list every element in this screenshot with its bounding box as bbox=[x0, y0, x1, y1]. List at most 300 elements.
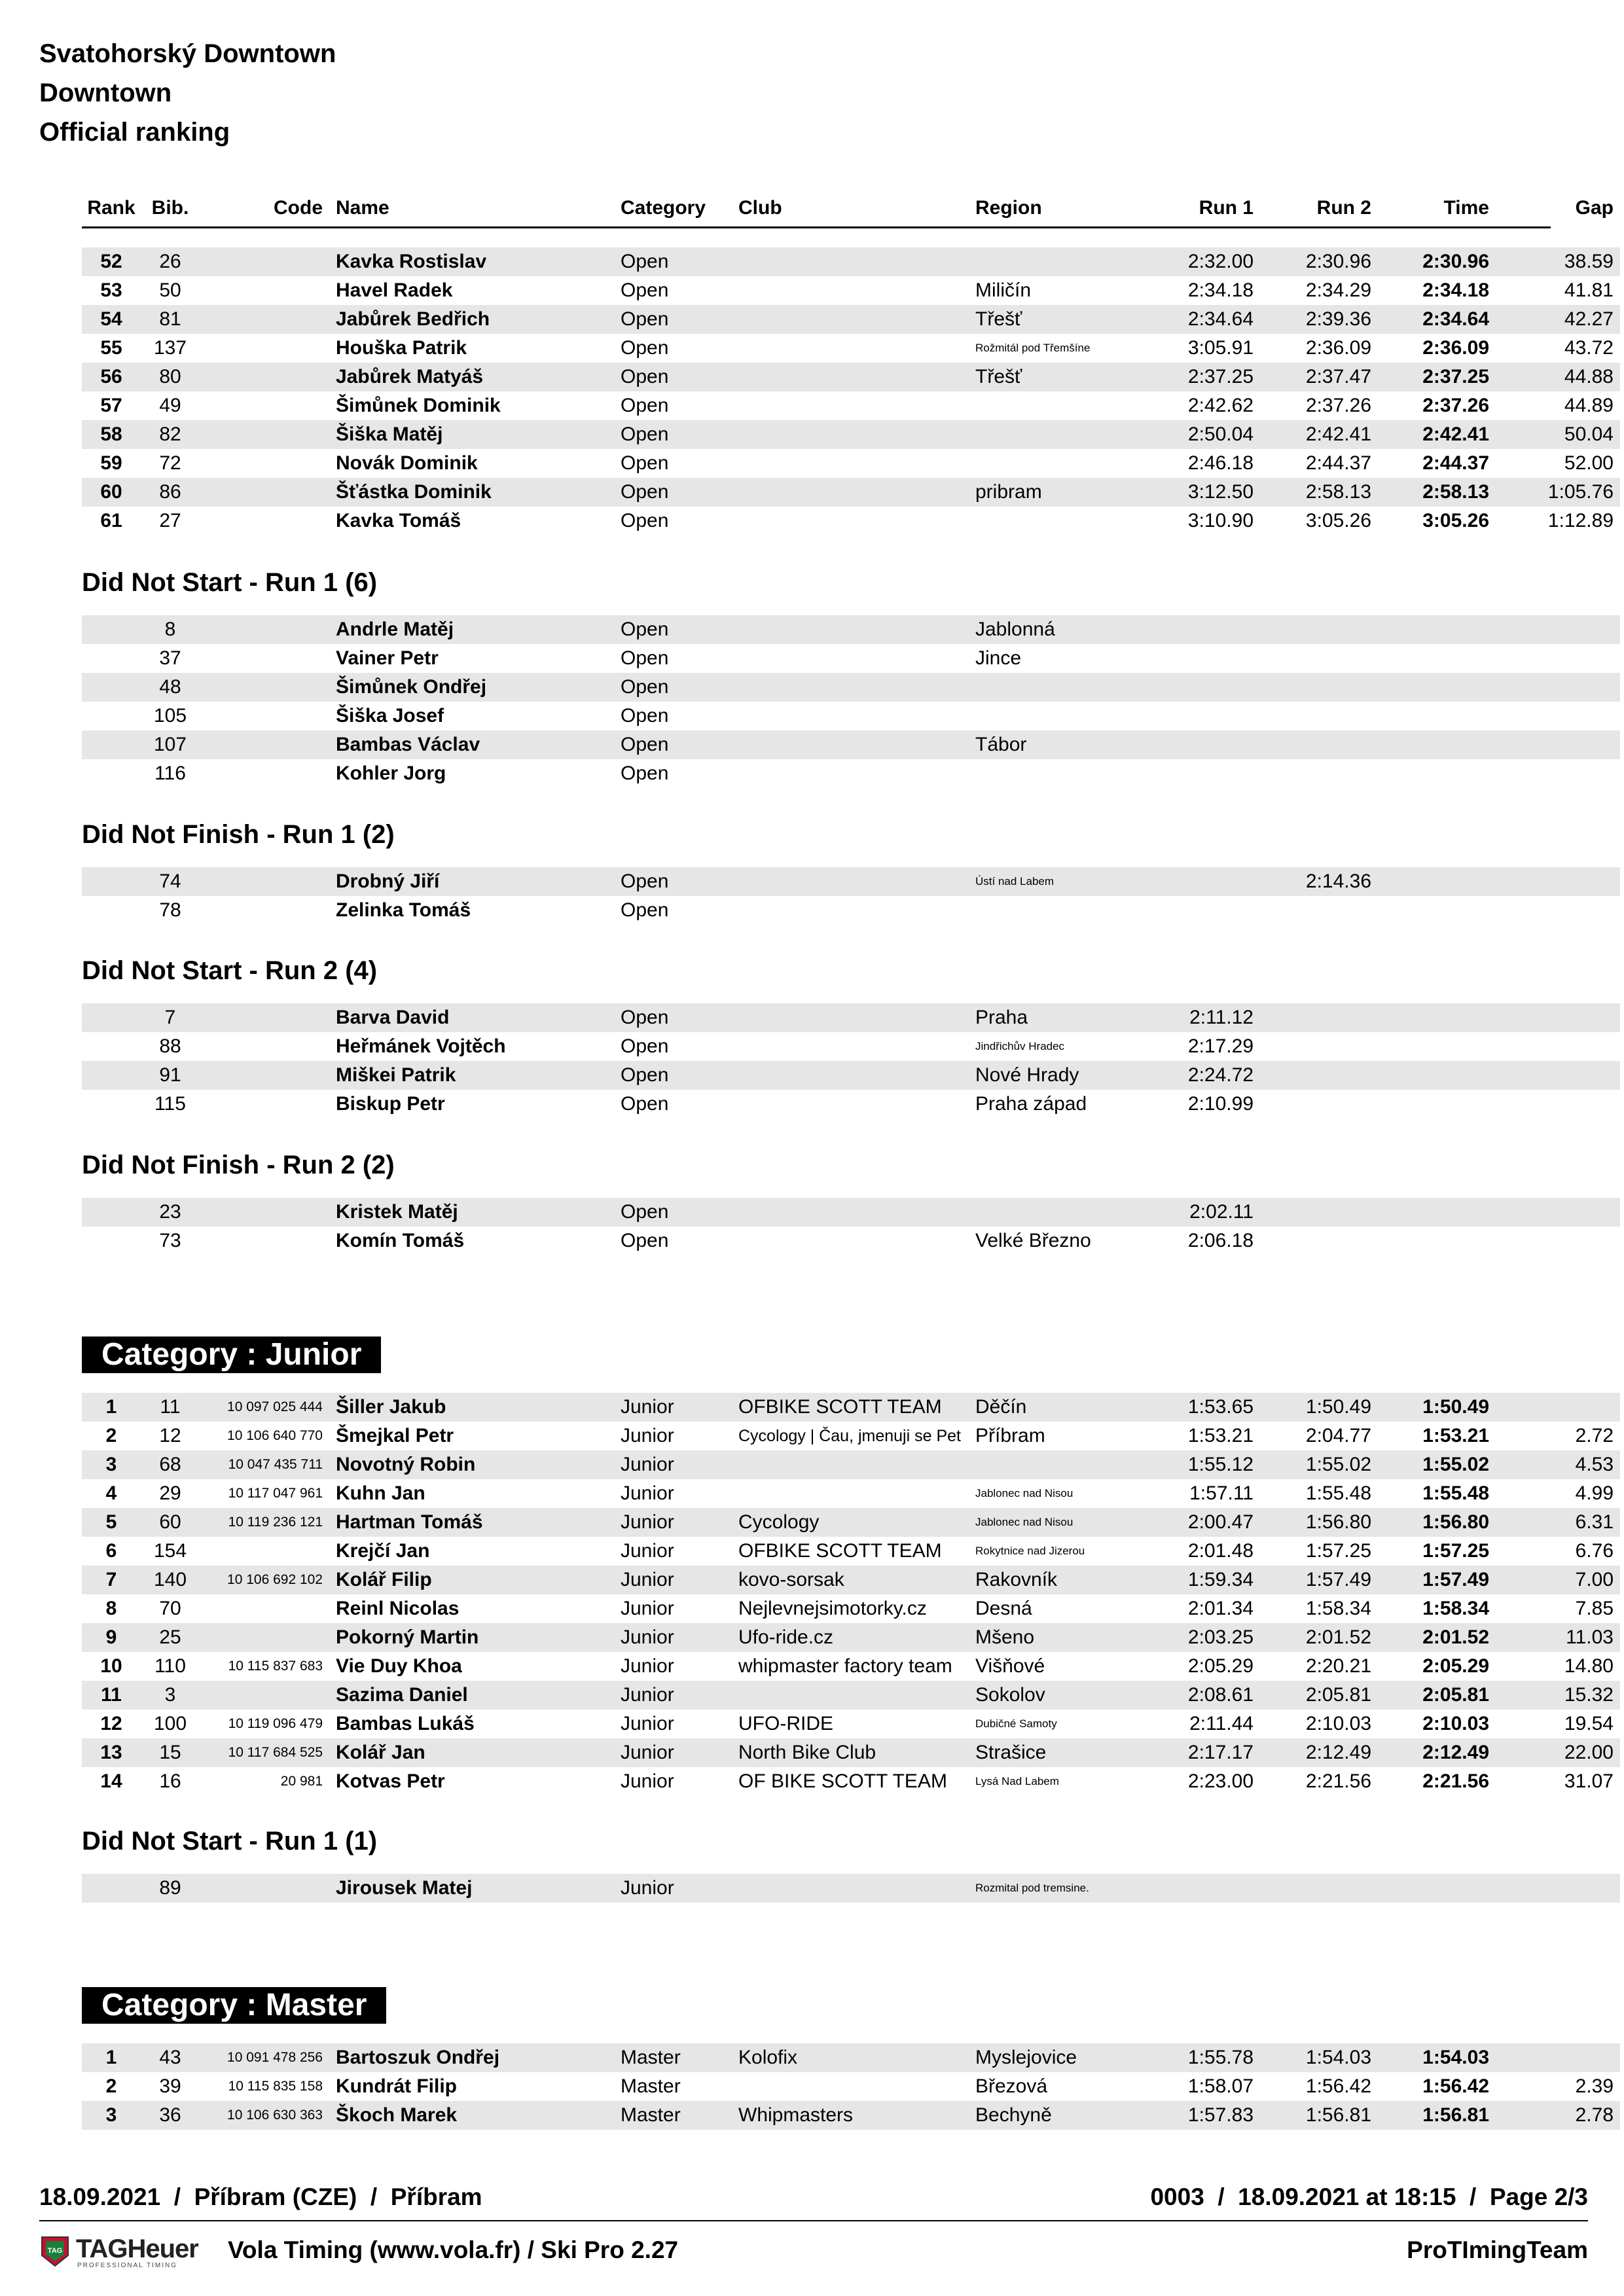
club-cell bbox=[738, 644, 975, 673]
region-cell: Višňové bbox=[975, 1655, 1045, 1677]
region-cell: Praha bbox=[975, 1007, 1028, 1028]
rank-cell: 2 bbox=[105, 1425, 117, 1446]
rank-cell: 56 bbox=[100, 366, 122, 387]
category-cell: Open bbox=[621, 423, 669, 445]
code-cell bbox=[200, 759, 336, 788]
time-cell: 1:50.49 bbox=[1422, 1396, 1489, 1418]
tagheuer-logo bbox=[39, 2233, 236, 2270]
bib-cell: 110 bbox=[154, 1655, 186, 1677]
rank-cell: 61 bbox=[100, 510, 122, 531]
region-cell: Tábor bbox=[975, 734, 1027, 755]
category-cell: Open bbox=[621, 870, 669, 892]
run1-cell: 2:01.48 bbox=[1187, 1540, 1254, 1562]
run2-cell: 1:56.81 bbox=[1305, 2104, 1371, 2126]
category-cell: Open bbox=[621, 395, 669, 416]
run1-cell: 2:08.61 bbox=[1187, 1684, 1254, 1706]
table-row bbox=[82, 507, 1620, 535]
bib-cell: 3 bbox=[164, 1684, 176, 1706]
bib-cell: 86 bbox=[159, 481, 181, 503]
run1-cell bbox=[1132, 867, 1254, 896]
time-cell: 2:34.64 bbox=[1422, 308, 1489, 330]
rank-cell: 52 bbox=[100, 251, 122, 272]
category-cell: Open bbox=[621, 619, 669, 640]
code-cell: 10 117 047 961 bbox=[228, 1486, 323, 1501]
region-cell bbox=[975, 1198, 1132, 1227]
bib-cell: 68 bbox=[159, 1454, 181, 1475]
gap-cell: 6.76 bbox=[1575, 1540, 1614, 1562]
bib-cell: 27 bbox=[159, 510, 181, 531]
category-cell: Open bbox=[621, 510, 669, 531]
time-cell bbox=[1371, 1874, 1489, 1903]
code-cell bbox=[200, 363, 336, 391]
bib-cell: 48 bbox=[159, 676, 181, 698]
rank-cell: 1 bbox=[105, 2047, 117, 2068]
footer-divider bbox=[39, 2220, 1588, 2221]
category-cell: Master bbox=[621, 2047, 681, 2068]
code-cell: 10 115 837 683 bbox=[228, 1659, 323, 1674]
run2-cell: 1:58.34 bbox=[1305, 1598, 1371, 1619]
region-cell: Lysá Nad Labem bbox=[975, 1775, 1059, 1787]
club-cell bbox=[738, 449, 975, 478]
footer-software: Vola Timing (www.vola.fr) / Ski Pro 2.27 bbox=[228, 2236, 679, 2263]
ranking-title: Official ranking bbox=[39, 118, 230, 147]
run2-cell: 1:55.48 bbox=[1305, 1482, 1371, 1504]
region-cell: Jablonec nad Nisou bbox=[975, 1487, 1074, 1499]
run1-cell: 3:10.90 bbox=[1187, 510, 1254, 531]
rank-cell: 60 bbox=[100, 481, 122, 503]
gap-cell: 15.32 bbox=[1564, 1684, 1614, 1706]
time-cell: 2:34.18 bbox=[1422, 279, 1489, 301]
run1-cell: 2:50.04 bbox=[1187, 423, 1254, 445]
run1-cell: 1:53.21 bbox=[1187, 1425, 1254, 1446]
run1-cell: 2:05.29 bbox=[1187, 1655, 1254, 1677]
category-cell: Junior bbox=[621, 1655, 674, 1677]
code-cell: 20 981 bbox=[280, 1774, 323, 1789]
club-cell: OFBIKE SCOTT TEAM bbox=[738, 1396, 942, 1418]
bib-cell: 105 bbox=[153, 705, 187, 726]
region-cell bbox=[975, 391, 1132, 420]
name-cell: Houška Patrik bbox=[336, 337, 467, 359]
table-row bbox=[82, 1767, 1620, 1796]
gap-cell: 2.78 bbox=[1575, 2104, 1614, 2126]
bib-cell: 88 bbox=[159, 1035, 181, 1057]
region-cell: Desná bbox=[975, 1598, 1032, 1619]
category-cell: Open bbox=[621, 1230, 669, 1251]
column-header-row bbox=[82, 190, 1620, 226]
category-cell: Junior bbox=[621, 1598, 674, 1619]
run2-cell bbox=[1254, 644, 1371, 673]
gap-cell: 1:05.76 bbox=[1547, 481, 1614, 503]
club-cell bbox=[738, 1450, 975, 1479]
bib-cell: 49 bbox=[159, 395, 181, 416]
club-cell: North Bike Club bbox=[738, 1742, 876, 1763]
rank-cell bbox=[82, 615, 141, 644]
name-cell: Kuhn Jan bbox=[336, 1482, 425, 1504]
run1-cell bbox=[1132, 702, 1254, 730]
run2-cell: 2:34.29 bbox=[1305, 279, 1371, 301]
gap-cell bbox=[1489, 702, 1620, 730]
club-cell bbox=[738, 276, 975, 305]
club-cell bbox=[738, 730, 975, 759]
table-row bbox=[82, 1422, 1620, 1450]
time-cell: 1:54.03 bbox=[1422, 2047, 1489, 2068]
col-club: Club bbox=[738, 197, 782, 219]
col-region: Region bbox=[975, 197, 1042, 219]
run1-cell: 2:32.00 bbox=[1187, 251, 1254, 272]
region-cell: Rozmital pod tremsine. bbox=[975, 1882, 1089, 1894]
run1-cell: 2:37.25 bbox=[1187, 366, 1254, 387]
time-cell: 2:10.03 bbox=[1422, 1713, 1489, 1734]
region-cell bbox=[975, 759, 1132, 788]
club-cell bbox=[738, 615, 975, 644]
table-row bbox=[82, 305, 1620, 334]
table-row bbox=[82, 1479, 1620, 1508]
gap-cell bbox=[1489, 730, 1620, 759]
run1-cell: 2:46.18 bbox=[1187, 452, 1254, 474]
col-rank: Rank bbox=[87, 197, 135, 219]
table-row bbox=[82, 730, 1620, 759]
category-junior-banner: Category : Junior bbox=[82, 1336, 381, 1373]
name-cell: Novák Dominik bbox=[336, 452, 478, 474]
footer-right: 0003 / 18.09.2021 at 18:15 / Page 2/3 bbox=[1150, 2183, 1588, 2210]
dns-run1-table bbox=[82, 615, 1620, 788]
club-cell bbox=[738, 1061, 975, 1090]
category-cell: Open bbox=[621, 1007, 669, 1028]
name-cell: Šmejkal Petr bbox=[336, 1425, 454, 1446]
run2-cell: 2:36.09 bbox=[1305, 337, 1371, 359]
name-cell: Bambas Lukáš bbox=[336, 1713, 475, 1734]
table-row bbox=[82, 1198, 1620, 1227]
run2-cell: 1:56.80 bbox=[1305, 1511, 1371, 1533]
code-cell: 10 115 835 158 bbox=[228, 2079, 323, 2094]
name-cell: Kolář Jan bbox=[336, 1742, 425, 1763]
run2-cell bbox=[1254, 673, 1371, 702]
category-cell: Open bbox=[621, 308, 669, 330]
rank-cell: 53 bbox=[100, 279, 122, 301]
name-cell: Havel Radek bbox=[336, 279, 453, 301]
run1-cell: 2:24.72 bbox=[1187, 1064, 1254, 1086]
bib-cell: 80 bbox=[159, 366, 181, 387]
gap-cell: 6.31 bbox=[1575, 1511, 1614, 1533]
gap-cell bbox=[1489, 1032, 1620, 1061]
club-cell bbox=[738, 1874, 975, 1903]
name-cell: Kotvas Petr bbox=[336, 1770, 445, 1792]
gap-cell: 2.72 bbox=[1575, 1425, 1614, 1446]
name-cell: Kavka Rostislav bbox=[336, 251, 487, 272]
region-cell: Sokolov bbox=[975, 1684, 1045, 1706]
gap-cell: 11.03 bbox=[1566, 1626, 1614, 1648]
code-cell bbox=[200, 1227, 336, 1255]
gap-cell bbox=[1489, 1874, 1620, 1903]
name-cell: Andrle Matěj bbox=[336, 619, 454, 640]
category-cell: Junior bbox=[621, 1511, 674, 1533]
name-cell: Vainer Petr bbox=[336, 647, 439, 669]
run2-cell: 2:04.77 bbox=[1305, 1425, 1371, 1446]
table-row bbox=[82, 1738, 1620, 1767]
run2-cell: 2:14.36 bbox=[1305, 870, 1371, 892]
region-cell: Třešť bbox=[975, 308, 1022, 330]
region-cell: Myslejovice bbox=[975, 2047, 1077, 2068]
club-cell: OFBIKE SCOTT TEAM bbox=[738, 1540, 942, 1562]
club-cell: Cycology | Čau, jmenuji se Pet bbox=[738, 1426, 961, 1445]
table-row bbox=[82, 896, 1620, 925]
table-row bbox=[82, 1508, 1620, 1537]
time-cell bbox=[1371, 615, 1489, 644]
run2-cell bbox=[1254, 1090, 1371, 1119]
bib-cell: 29 bbox=[159, 1482, 181, 1504]
time-cell bbox=[1371, 1032, 1489, 1061]
code-cell bbox=[200, 478, 336, 507]
name-cell: Bartoszuk Ondřej bbox=[336, 2047, 500, 2068]
region-cell: Březová bbox=[975, 2075, 1048, 2097]
time-cell bbox=[1371, 1227, 1489, 1255]
gap-cell: 44.89 bbox=[1564, 395, 1614, 416]
name-cell: Vie Duy Khoa bbox=[336, 1655, 462, 1677]
region-cell: Ústí nad Labem bbox=[975, 875, 1055, 888]
bib-cell: 73 bbox=[159, 1230, 181, 1251]
club-cell: Nejlevnejsimotorky.cz bbox=[738, 1598, 927, 1619]
code-cell bbox=[200, 1681, 336, 1710]
code-cell: 10 117 684 525 bbox=[228, 1745, 323, 1760]
code-cell bbox=[200, 1090, 336, 1119]
category-cell: Open bbox=[621, 705, 669, 726]
bib-cell: 39 bbox=[159, 2075, 181, 2097]
run2-cell bbox=[1254, 615, 1371, 644]
name-cell: Kristek Matěj bbox=[336, 1201, 458, 1223]
code-cell: 10 106 692 102 bbox=[227, 1572, 323, 1587]
name-cell: Šťástka Dominik bbox=[336, 481, 492, 503]
region-cell bbox=[975, 896, 1132, 925]
time-cell bbox=[1371, 1090, 1489, 1119]
time-cell: 2:44.37 bbox=[1422, 452, 1489, 474]
category-cell: Open bbox=[621, 899, 669, 921]
gap-cell bbox=[1489, 1003, 1620, 1032]
category-cell: Junior bbox=[621, 1482, 674, 1504]
svg-text:TAG: TAG bbox=[47, 2247, 63, 2255]
club-cell: kovo-sorsak bbox=[738, 1569, 844, 1590]
section-title: Did Not Finish - Run 1 (2) bbox=[82, 820, 395, 849]
rank-cell bbox=[82, 730, 141, 759]
region-cell: Jablonná bbox=[975, 619, 1055, 640]
table-row bbox=[82, 702, 1620, 730]
name-cell: Miškei Patrik bbox=[336, 1064, 456, 1086]
rank-cell: 8 bbox=[105, 1598, 117, 1619]
category-cell: Open bbox=[621, 481, 669, 503]
code-cell bbox=[200, 1537, 336, 1566]
run2-cell bbox=[1254, 1874, 1371, 1903]
bib-cell: 23 bbox=[159, 1201, 181, 1223]
category-cell: Open bbox=[621, 647, 669, 669]
table-row bbox=[82, 615, 1620, 644]
name-cell: Kavka Tomáš bbox=[336, 510, 461, 531]
name-cell: Kolář Filip bbox=[336, 1569, 432, 1590]
col-time: Time bbox=[1443, 197, 1489, 219]
time-cell: 2:58.13 bbox=[1422, 481, 1489, 503]
bib-cell: 74 bbox=[159, 870, 181, 892]
run1-cell bbox=[1132, 615, 1254, 644]
time-cell: 1:58.34 bbox=[1422, 1598, 1489, 1619]
run2-cell: 1:50.49 bbox=[1305, 1396, 1371, 1418]
club-cell: OF BIKE SCOTT TEAM bbox=[738, 1770, 947, 1792]
rank-cell: 2 bbox=[105, 2075, 117, 2097]
region-cell: Třešť bbox=[975, 366, 1022, 387]
table-row bbox=[82, 247, 1620, 276]
table-row bbox=[82, 1623, 1620, 1652]
region-cell bbox=[975, 1450, 1132, 1479]
time-cell bbox=[1371, 1003, 1489, 1032]
rank-cell bbox=[82, 1874, 141, 1903]
code-cell: 10 106 640 770 bbox=[227, 1428, 323, 1443]
col-run2: Run 2 bbox=[1316, 197, 1371, 219]
bib-cell: 154 bbox=[153, 1540, 187, 1562]
code-cell bbox=[200, 1874, 336, 1903]
table-row bbox=[82, 1090, 1620, 1119]
rank-cell: 6 bbox=[105, 1540, 117, 1562]
run1-cell: 2:01.34 bbox=[1187, 1598, 1254, 1619]
rank-cell bbox=[82, 867, 141, 896]
club-cell bbox=[738, 363, 975, 391]
name-cell: Kundrát Filip bbox=[336, 2075, 457, 2097]
gap-cell: 44.88 bbox=[1564, 366, 1614, 387]
run2-cell: 2:30.96 bbox=[1305, 251, 1371, 272]
time-cell: 2:37.26 bbox=[1422, 395, 1489, 416]
name-cell: Zelinka Tomáš bbox=[336, 899, 471, 921]
table-row bbox=[82, 334, 1620, 363]
bib-cell: 43 bbox=[159, 2047, 181, 2068]
run1-cell bbox=[1132, 759, 1254, 788]
club-cell bbox=[738, 247, 975, 276]
name-cell: Komín Tomáš bbox=[336, 1230, 465, 1251]
run2-cell bbox=[1254, 759, 1371, 788]
category-cell: Open bbox=[621, 337, 669, 359]
run2-cell: 1:57.25 bbox=[1305, 1540, 1371, 1562]
gap-cell: 2.39 bbox=[1575, 2075, 1614, 2097]
gap-cell: 52.00 bbox=[1564, 452, 1614, 474]
name-cell: Reinl Nicolas bbox=[336, 1598, 460, 1619]
rank-cell: 4 bbox=[105, 1482, 117, 1504]
region-cell bbox=[975, 702, 1132, 730]
time-cell: 3:05.26 bbox=[1422, 510, 1489, 531]
bib-cell: 36 bbox=[159, 2104, 181, 2126]
table-row bbox=[82, 2072, 1620, 2101]
run2-cell: 1:56.42 bbox=[1305, 2075, 1371, 2097]
category-cell: Junior bbox=[621, 1877, 674, 1899]
name-cell: Šiška Josef bbox=[336, 705, 444, 726]
time-cell: 2:30.96 bbox=[1422, 251, 1489, 272]
table-row bbox=[82, 1003, 1620, 1032]
bib-cell: 50 bbox=[159, 279, 181, 301]
rank-cell: 3 bbox=[105, 1454, 117, 1475]
name-cell: Kohler Jorg bbox=[336, 762, 446, 784]
section-title: Did Not Start - Run 2 (4) bbox=[82, 956, 378, 985]
event-subtitle: Downtown bbox=[39, 79, 172, 107]
gap-cell: 14.80 bbox=[1564, 1655, 1614, 1677]
bib-cell: 115 bbox=[154, 1093, 186, 1115]
run1-cell: 2:06.18 bbox=[1187, 1230, 1254, 1251]
code-cell bbox=[200, 1032, 336, 1061]
name-cell: Bambas Václav bbox=[336, 734, 480, 755]
region-cell: Miličín bbox=[975, 279, 1032, 301]
run2-cell: 2:39.36 bbox=[1305, 308, 1371, 330]
rank-cell bbox=[82, 702, 141, 730]
code-cell bbox=[200, 420, 336, 449]
run2-cell: 2:10.03 bbox=[1305, 1713, 1371, 1734]
gap-cell: 41.81 bbox=[1564, 279, 1614, 301]
region-cell: Rokytnice nad Jizerou bbox=[975, 1545, 1085, 1557]
gap-cell bbox=[1489, 896, 1620, 925]
code-cell bbox=[200, 896, 336, 925]
run1-cell: 2:11.12 bbox=[1189, 1007, 1254, 1028]
region-cell: Nové Hrady bbox=[975, 1064, 1079, 1086]
run1-cell: 1:58.07 bbox=[1187, 2075, 1254, 2097]
gap-cell bbox=[1489, 1198, 1620, 1227]
club-cell bbox=[738, 2072, 975, 2101]
gap-cell bbox=[1489, 1393, 1620, 1422]
rank-cell bbox=[82, 644, 141, 673]
gap-cell bbox=[1489, 673, 1620, 702]
code-cell: 10 119 096 479 bbox=[228, 1716, 323, 1731]
category-cell: Junior bbox=[621, 1770, 674, 1792]
run1-cell: 2:23.00 bbox=[1187, 1770, 1254, 1792]
bib-cell: 140 bbox=[153, 1569, 187, 1590]
time-cell: 2:05.81 bbox=[1422, 1684, 1489, 1706]
category-cell: Junior bbox=[621, 1540, 674, 1562]
gap-cell: 7.00 bbox=[1575, 1569, 1614, 1590]
bib-cell: 72 bbox=[159, 452, 181, 474]
club-cell bbox=[738, 673, 975, 702]
bib-cell: 78 bbox=[159, 899, 181, 921]
rank-cell: 12 bbox=[100, 1713, 122, 1734]
rank-cell bbox=[82, 673, 141, 702]
club-cell bbox=[738, 334, 975, 363]
club-cell: Cycology bbox=[738, 1511, 820, 1533]
time-cell bbox=[1371, 673, 1489, 702]
region-cell: Strašice bbox=[975, 1742, 1047, 1763]
run1-cell: 1:55.78 bbox=[1187, 2047, 1254, 2068]
dnf-run1-table bbox=[82, 867, 1620, 925]
table-row bbox=[82, 1710, 1620, 1738]
rank-cell bbox=[82, 1090, 141, 1119]
club-cell bbox=[738, 867, 975, 896]
run2-cell bbox=[1254, 896, 1371, 925]
table-row bbox=[82, 1061, 1620, 1090]
table-row bbox=[82, 391, 1620, 420]
table-row bbox=[82, 1537, 1620, 1566]
run1-cell: 2:34.64 bbox=[1187, 308, 1254, 330]
run2-cell bbox=[1254, 1032, 1371, 1061]
time-cell: 1:57.25 bbox=[1422, 1540, 1489, 1562]
rank-cell bbox=[82, 896, 141, 925]
footer-left: 18.09.2021 / Příbram (CZE) / Příbram bbox=[39, 2183, 482, 2210]
club-cell bbox=[738, 305, 975, 334]
category-cell: Open bbox=[621, 676, 669, 698]
table-row bbox=[82, 1874, 1620, 1903]
run1-cell: 3:05.91 bbox=[1187, 337, 1254, 359]
gap-cell: 4.99 bbox=[1575, 1482, 1614, 1504]
table-row bbox=[82, 478, 1620, 507]
bib-cell: 37 bbox=[159, 647, 181, 669]
bib-cell: 89 bbox=[159, 1877, 181, 1899]
region-cell: Příbram bbox=[975, 1425, 1045, 1446]
club-cell bbox=[738, 896, 975, 925]
name-cell: Barva David bbox=[336, 1007, 450, 1028]
gap-cell: 50.04 bbox=[1564, 423, 1614, 445]
code-cell: 10 091 478 256 bbox=[227, 2050, 323, 2065]
time-cell: 1:56.80 bbox=[1422, 1511, 1489, 1533]
time-cell: 2:21.56 bbox=[1422, 1770, 1489, 1792]
table-row bbox=[82, 2101, 1620, 2130]
code-cell: 10 119 236 121 bbox=[228, 1515, 323, 1530]
